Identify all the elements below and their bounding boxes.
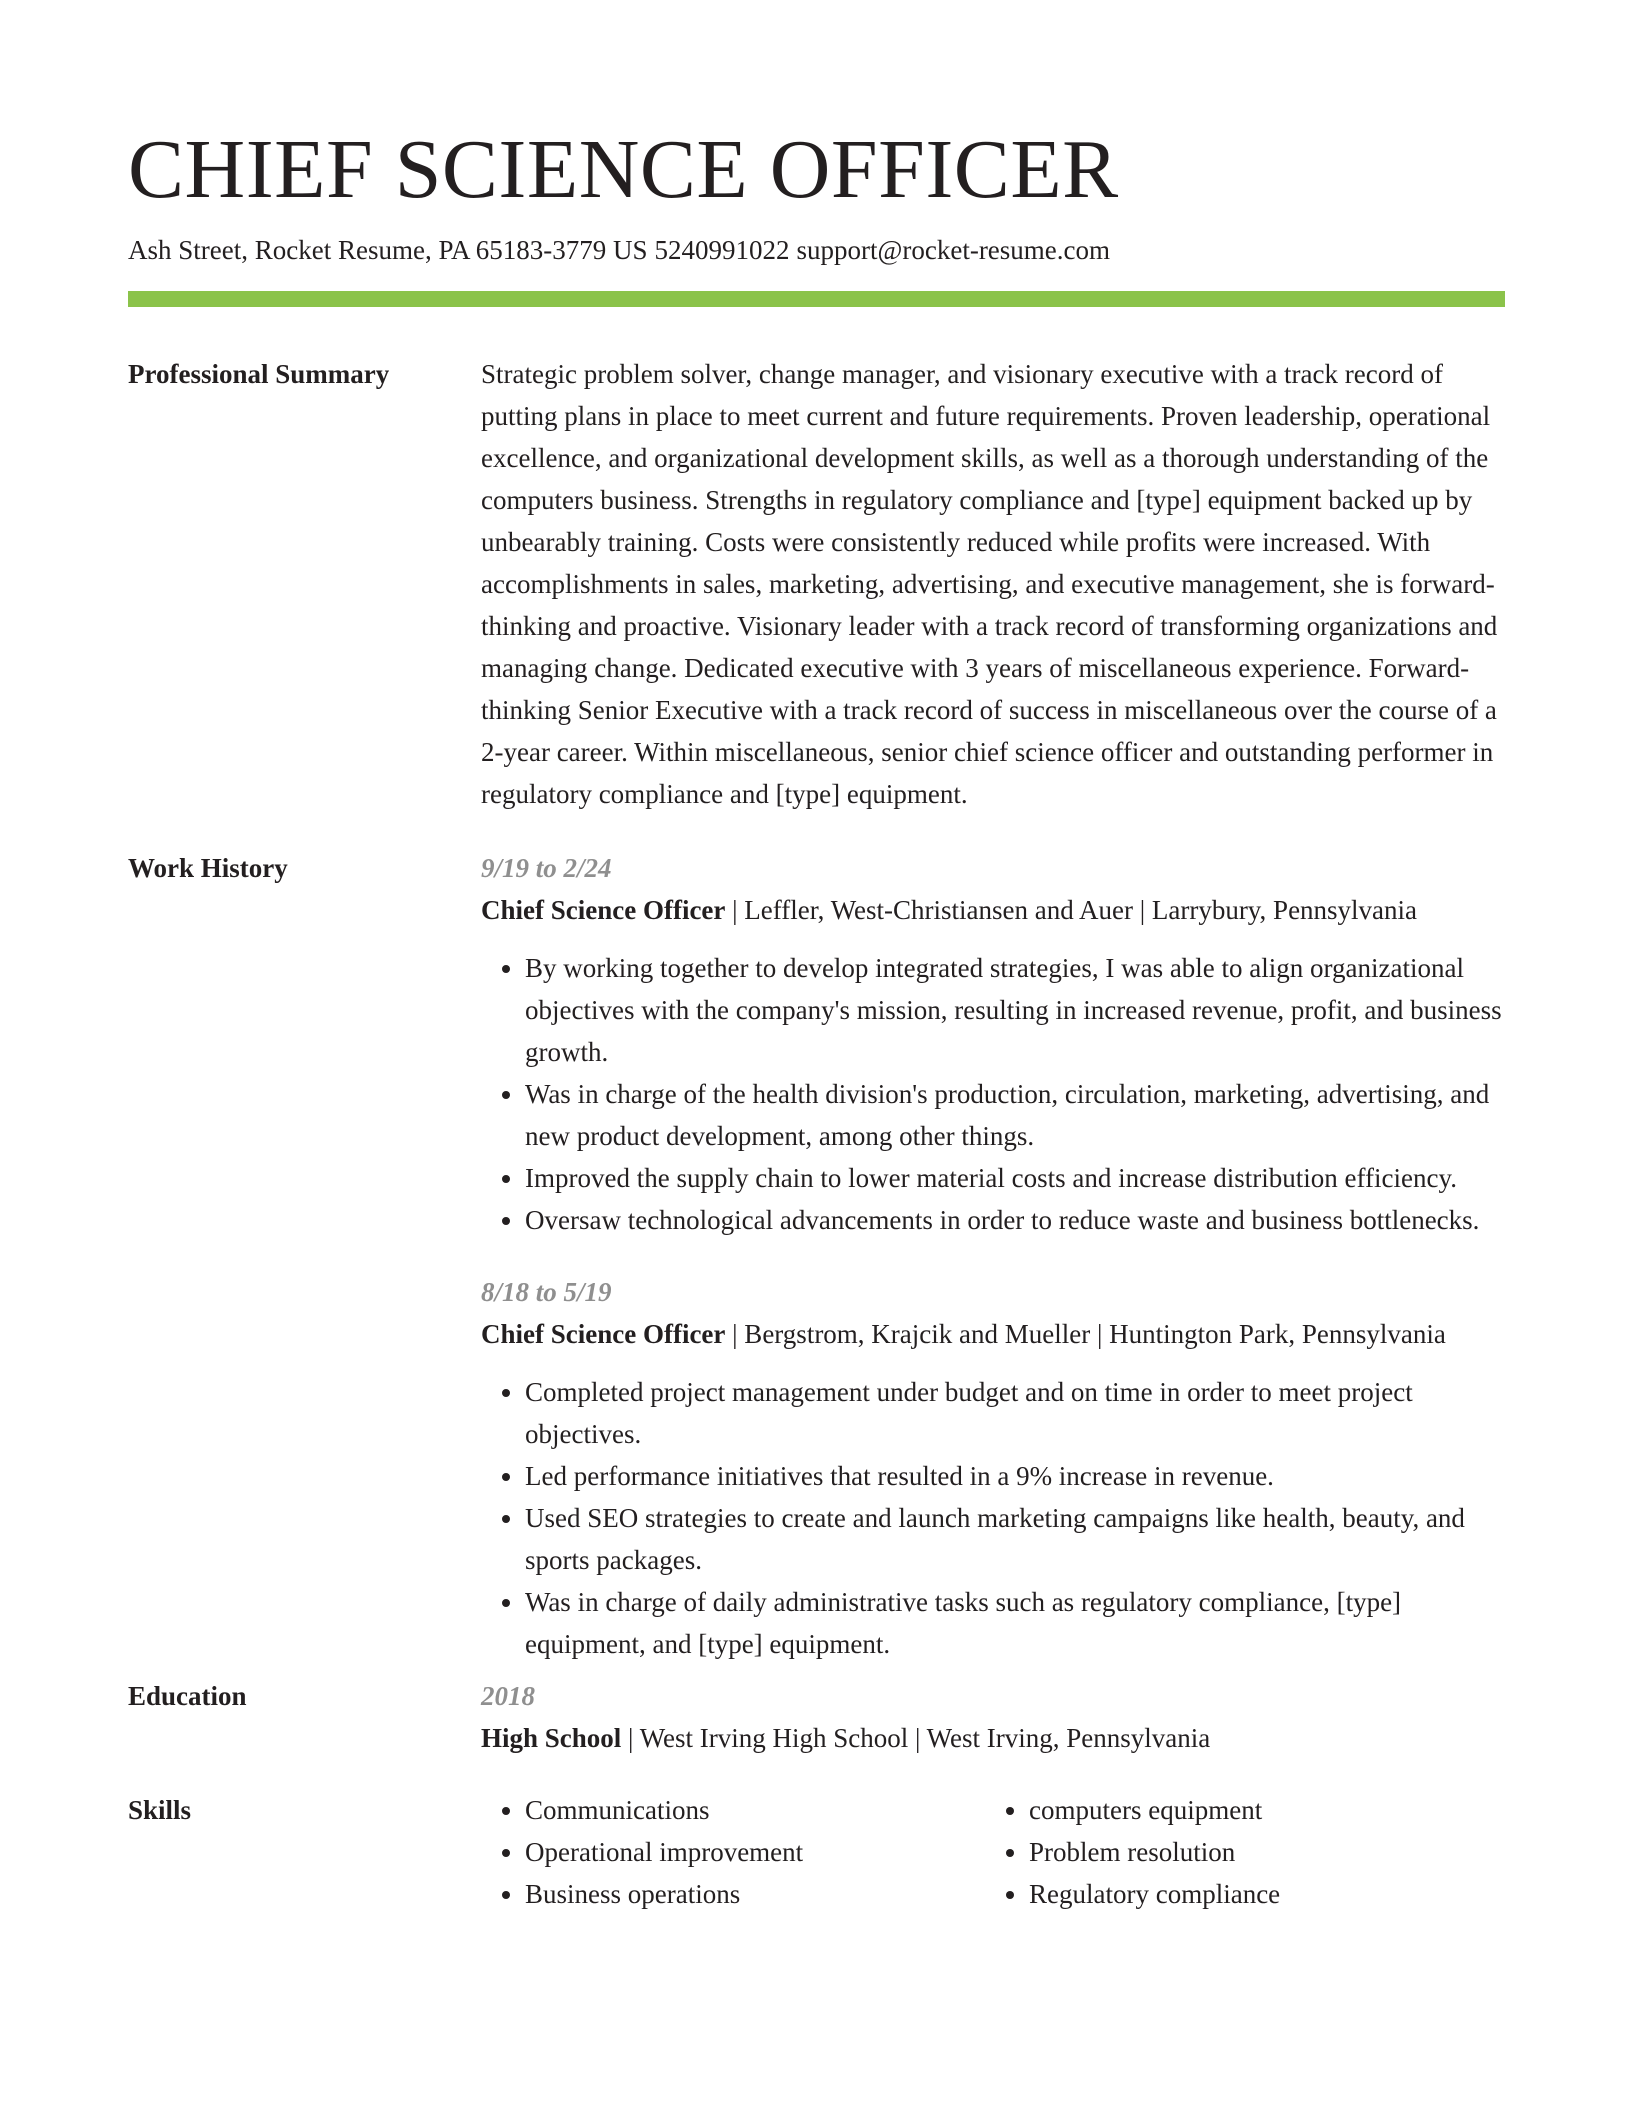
skills-section [128, 1789, 1505, 1915]
section-heading: Skills [128, 1795, 192, 1825]
school-location: | West Irving High School | West Irving, Pennsylvania [621, 1723, 1211, 1753]
accent-divider [128, 291, 1505, 307]
job-entry [481, 847, 1505, 1241]
skills-list-right [985, 1789, 1489, 1915]
section-heading: Education [128, 1681, 247, 1711]
professional-summary-section [128, 353, 1505, 815]
summary-text: Strategic problem solver, change manager, and visionary executive with a track record of putting plans in place to meet current and future requirements. Proven leadership, operational excellence, and organizational development skills, as well as a thorough understanding of the computers business. Strengths in regulatory compliance and [type] equipment backed up by unbearably training. Costs were consistently reduced while profits were increased. With accomplishments in sales, marketing, advertising, and executive management, she is forward-thinking and proactive. Visionary leader with a track record of transforming organizations and managing change. Dedicated executive with 3 years of miscellaneous experience. Forward-thinking Senior Executive with a track record of success in miscellaneous over the course of a 2-year career. Within miscellaneous, senior chief science officer and outstanding performer in regulatory compliance and [type] equipment. [481, 359, 1498, 809]
email: support@rocket-resume.com [796, 235, 1111, 265]
list-item: • Problem resolution [1029, 1831, 1489, 1873]
education-year: 2018 [481, 1681, 535, 1711]
job-bullets [481, 1371, 1505, 1665]
job-title: Chief Science Officer [481, 1319, 726, 1349]
job-title: Chief Science Officer [481, 895, 726, 925]
candidate-name: CHIEF SCIENCE OFFICER [128, 123, 1119, 216]
list-item: • Was in charge of daily administrative tasks such as regulatory compliance, [type] equipment, and [type] equipment. [525, 1581, 1505, 1665]
job-dates: 8/18 to 5/19 [481, 1277, 612, 1307]
job-dates: 9/19 to 2/24 [481, 853, 612, 883]
work-history-section [128, 847, 1505, 1665]
section-heading: Professional Summary [128, 359, 390, 389]
job-company-location: | Bergstrom, Krajcik and Mueller | Huntington Park, Pennsylvania [725, 1319, 1446, 1349]
education-body [481, 1675, 1505, 1759]
skills-columns [481, 1789, 1505, 1915]
list-item: • Communications [525, 1789, 985, 1831]
job-header [481, 1313, 1505, 1355]
job-header [481, 889, 1505, 931]
job-company-location: | Leffler, West-Christiansen and Auer | Larrybury, Pennsylvania [725, 895, 1418, 925]
contact-line [128, 232, 1505, 268]
list-item: • computers equipment [1029, 1789, 1489, 1831]
skills-list-left [481, 1789, 985, 1915]
job-bullets [481, 947, 1505, 1241]
list-item: • Improved the supply chain to lower material costs and increase distribution efficiency. [525, 1157, 1505, 1199]
education-header [481, 1717, 1505, 1759]
list-item: • By working together to develop integrated strategies, I was able to align organizational objectives with the company's mission, resulting in increased revenue, profit, and business growth. [525, 947, 1505, 1073]
list-item: • Oversaw technological advancements in order to reduce waste and business bottlenecks. [525, 1199, 1505, 1241]
job-entry [481, 1271, 1505, 1665]
education-section [128, 1675, 1505, 1759]
list-item: • Used SEO strategies to create and launch marketing campaigns like health, beauty, and sports packages. [525, 1497, 1505, 1581]
degree: High School [481, 1723, 622, 1753]
list-item: • Completed project management under budget and on time in order to meet project objectives. [525, 1371, 1505, 1455]
list-item: • Led performance initiatives that resulted in a 9% increase in revenue. [525, 1455, 1505, 1497]
phone: 5240991022 [654, 235, 790, 265]
section-heading: Work History [128, 853, 288, 883]
list-item: • Regulatory compliance [1029, 1873, 1489, 1915]
list-item: • Operational improvement [525, 1831, 985, 1873]
list-item: • Was in charge of the health division's production, circulation, marketing, advertising, and new product development, among other things. [525, 1073, 1505, 1157]
resume-page [128, 120, 1505, 1915]
address: Ash Street, Rocket Resume, PA 65183-3779 US [128, 235, 648, 265]
work-history-body [481, 847, 1505, 1665]
list-item: • Business operations [525, 1873, 985, 1915]
